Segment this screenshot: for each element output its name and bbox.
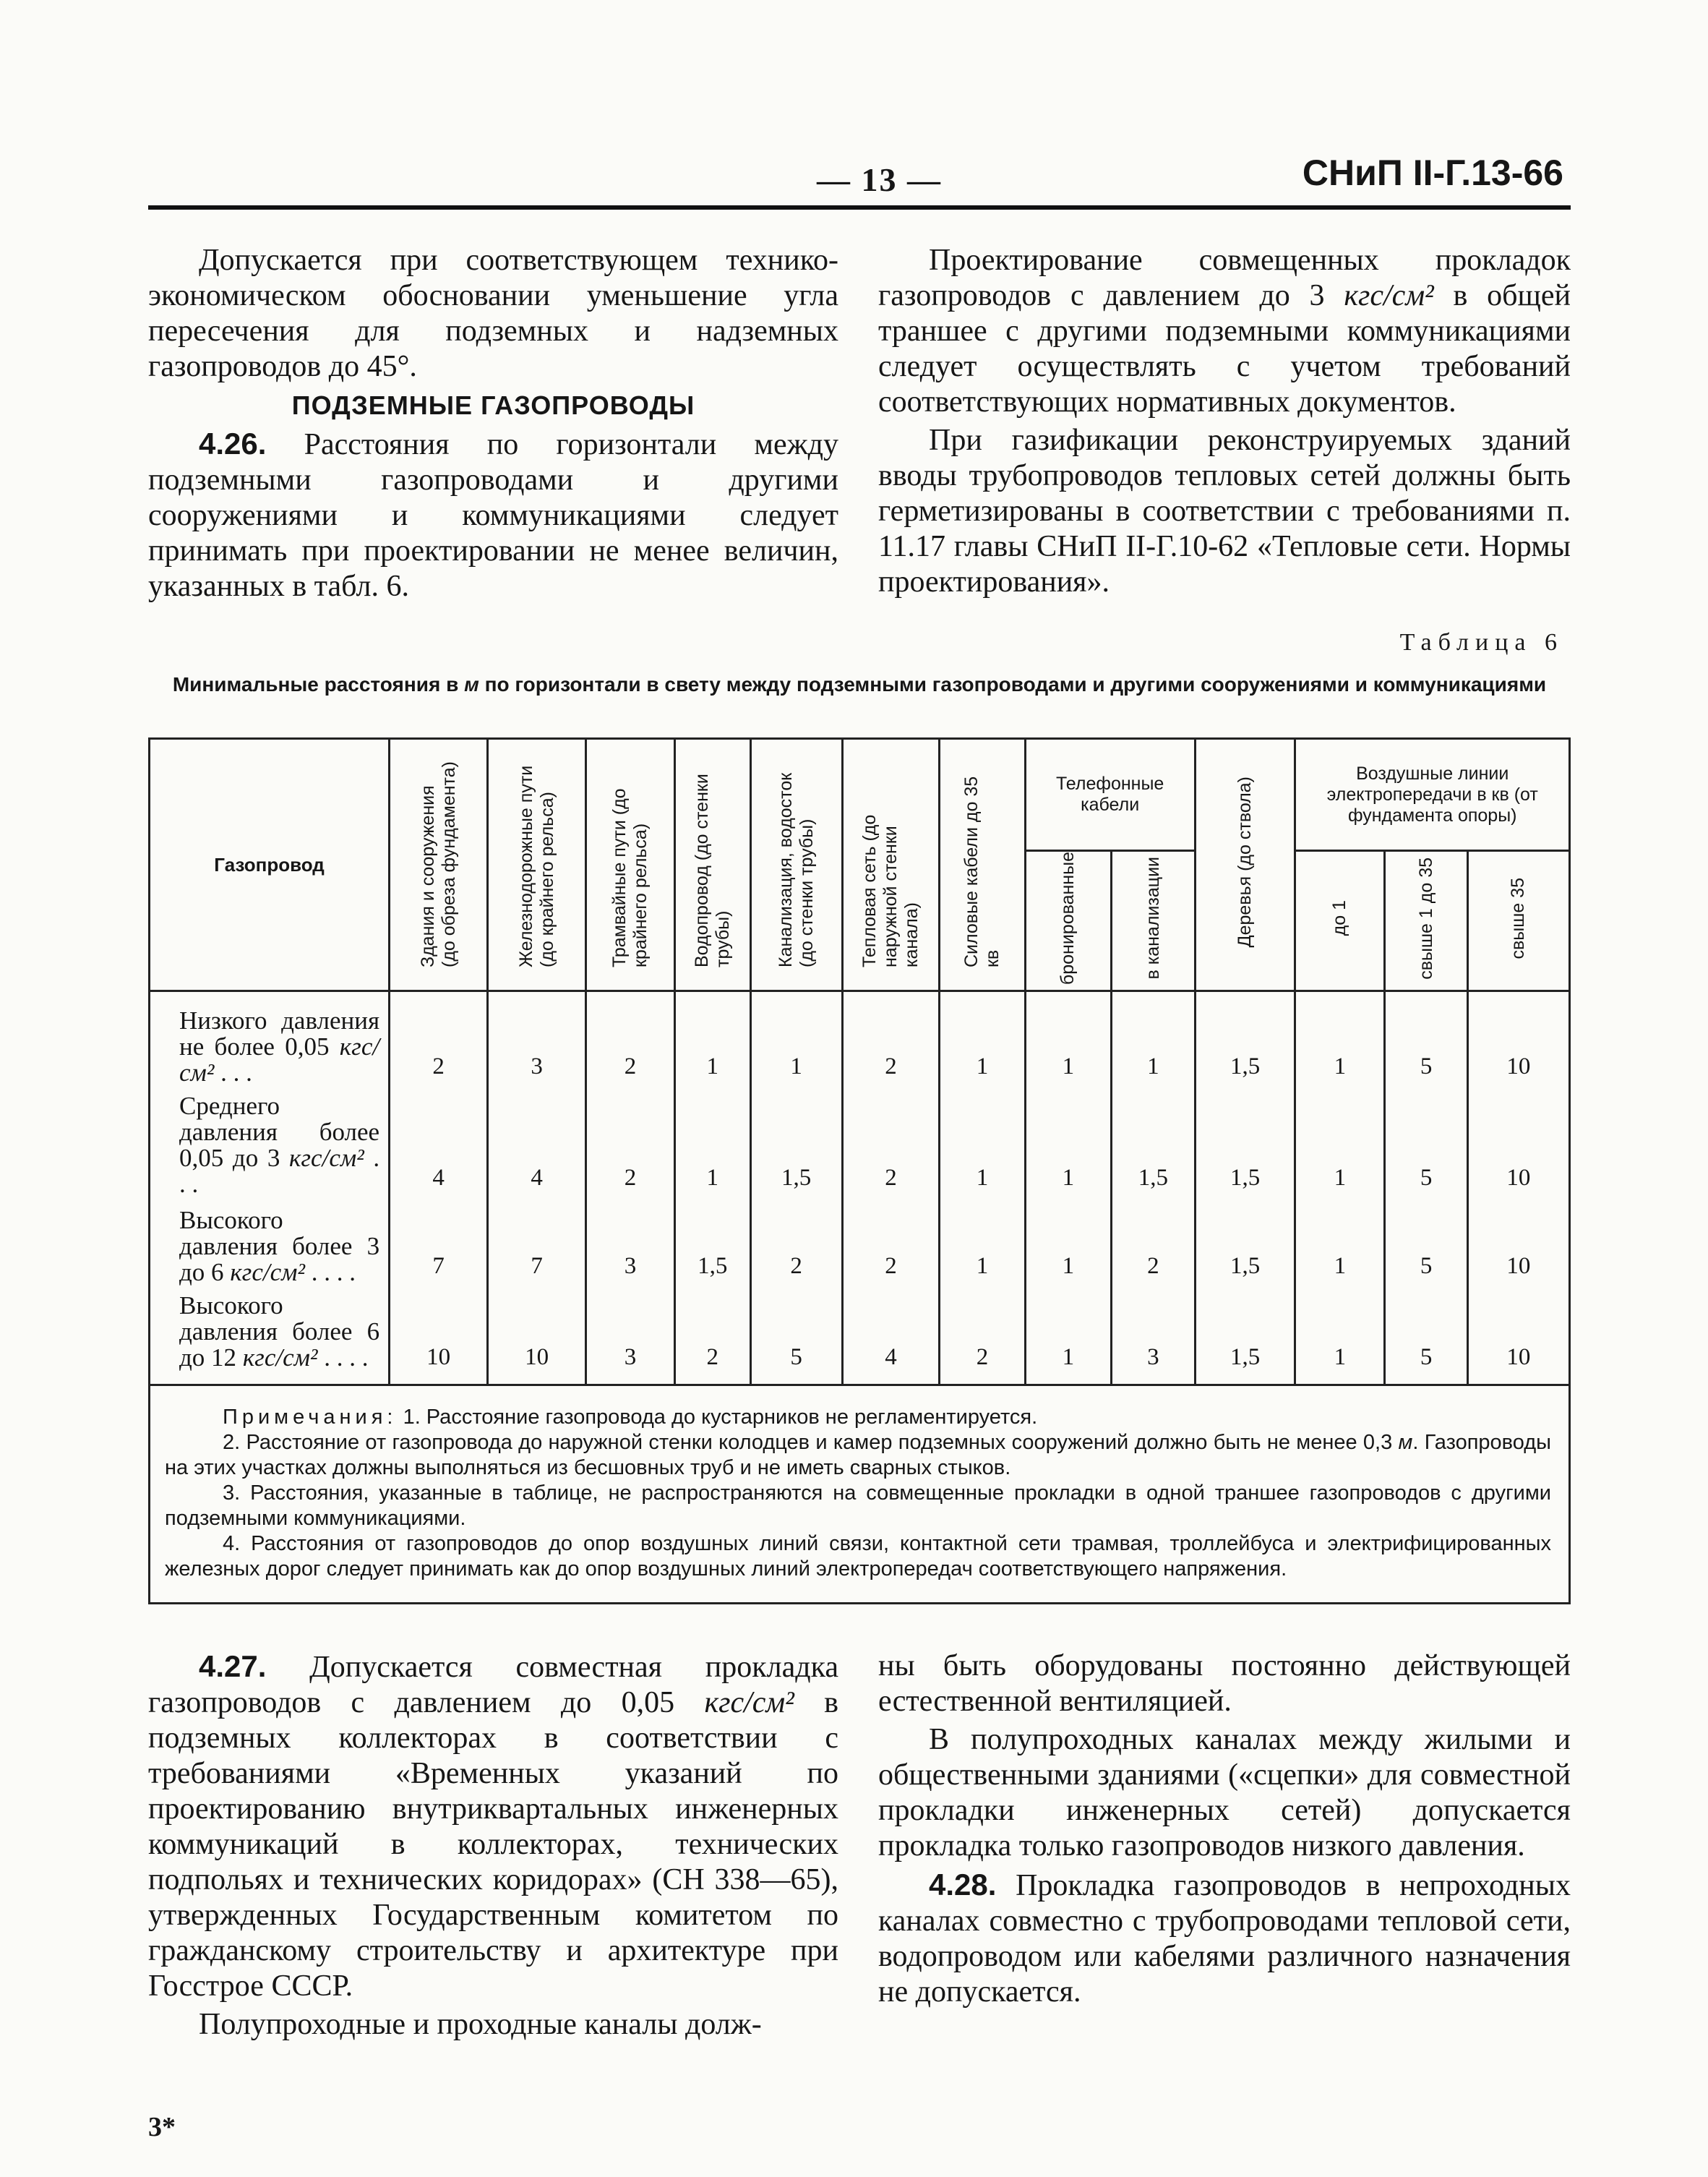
cell: 1: [750, 991, 842, 1094]
cell: 1: [940, 1205, 1025, 1293]
note-text: 2. Расстояние от газопровода до наружной стенки колодцев и камер подземных сооружений должно быть не менее 0,3: [223, 1431, 1399, 1455]
table-row: [150, 1093, 1570, 1205]
paragraph: Полупроходные и проходные каналы долж-: [199, 2008, 762, 2041]
note: 4. Расстояния от газопроводов до опор воздушных линий связи, контактной сети трамвая, троллейбуса и электрифицированных железных дорог следует принимать как до опор воздушных линий электропередач соответствующего напряжения.: [165, 1532, 1551, 1581]
header-tram: [586, 739, 675, 991]
header-overhead-35: [1467, 851, 1569, 991]
section-heading: ПОДЗЕМНЫЕ ГАЗОПРОВОДЫ: [291, 390, 695, 420]
cell: 1: [940, 991, 1025, 1094]
cell: 2: [842, 1205, 940, 1293]
leader-dots: . . .: [214, 1058, 252, 1087]
paragraph-text: Допускается совместная прокладка газопроводов с давлением до 0,05: [148, 1651, 838, 1719]
cell: 1: [1295, 1293, 1385, 1385]
cell: 4: [390, 1093, 488, 1205]
cell: 10: [1467, 991, 1569, 1094]
cell: 5: [1385, 1205, 1468, 1293]
cell: 2: [586, 991, 675, 1094]
paragraph-text: в общей траншее с другими подземными коммуникациями следует осуществлять с учетом требований соответствующих нормативных документов.: [878, 279, 1571, 419]
header-overhead: Воздушные линии электропередачи в кв (от фундамента опоры): [1295, 739, 1570, 851]
row-name: [150, 1205, 390, 1293]
title-text: по горизонтали в свету между подземными газопроводами и другими сооружениями и коммуникациями: [479, 673, 1547, 696]
cell: 1: [1295, 991, 1385, 1094]
cell: 3: [586, 1205, 675, 1293]
header-water: [674, 739, 750, 991]
leader-dots: . . .: [179, 1144, 380, 1199]
page-number: — 13 —: [817, 161, 942, 198]
notes-label: Примечания:: [223, 1406, 398, 1429]
unit: кгс/см²: [242, 1343, 318, 1372]
cell: 10: [488, 1293, 586, 1385]
cell: 10: [390, 1293, 488, 1385]
header-text: Здания и сооружения (до обреза фундамента): [417, 761, 459, 967]
table-row: [150, 1205, 1570, 1293]
cell: 1: [674, 991, 750, 1094]
unit: кгс/см²: [1344, 279, 1434, 312]
cell: 1,5: [674, 1205, 750, 1293]
header-overhead-1: [1295, 851, 1385, 991]
cell: 10: [1467, 1205, 1569, 1293]
cell: 2: [390, 991, 488, 1094]
cell: 7: [488, 1205, 586, 1293]
paragraph-text: Прокладка газопроводов в непроходных каналах совместно с трубопроводами тепловой сети, водопроводом или кабелями различного назначения не допускается.: [878, 1869, 1571, 2009]
paragraph-text: Расстояния по горизонтали между подземными газопроводами и другими сооружениями и коммуникациями следует принимать при проектировании не менее величин, указанных в табл. 6.: [148, 428, 839, 603]
note-text: . Газопроводы на этих участках должны выполняться из бесшовных труб и не иметь сварных стыков.: [165, 1431, 1551, 1480]
cell: 2: [1112, 1205, 1196, 1293]
notes-row: [150, 1385, 1570, 1604]
leader-dots: . . . .: [317, 1343, 369, 1372]
paragraph-4-27: [148, 1648, 838, 2004]
note: [165, 1405, 1551, 1430]
cell: 2: [940, 1293, 1025, 1385]
header-text: Тепловая сеть (до наружной стенки канала): [859, 814, 922, 967]
header-text: Деревья (до ствола): [1235, 777, 1256, 948]
header-text: Силовые кабели до 35 кв: [961, 776, 1003, 967]
clause-number: 4.27.: [199, 1649, 267, 1683]
cell: 4: [842, 1293, 940, 1385]
header-buildings: [390, 739, 488, 991]
unit: кгс/см²: [704, 1686, 794, 1719]
note: 3. Расстояния, указанные в таблице, не распространяются на совмещенные прокладки в одной траншее газопроводов с другими подземными коммуникациями.: [165, 1481, 1551, 1531]
title-text: Минимальные расстояния в: [172, 673, 465, 696]
row-name-text: Высокого давления более 6 до 12: [179, 1291, 380, 1372]
header-gas: Газопровод: [150, 739, 390, 991]
cell: 1,5: [1195, 1293, 1295, 1385]
header-heat: [842, 739, 940, 991]
cell: 1: [1295, 1205, 1385, 1293]
clause-number: 4.26.: [199, 427, 267, 461]
table-label: Таблица 6: [1399, 629, 1563, 656]
cell: 7: [390, 1205, 488, 1293]
row-name-text: Среднего давления более 0,05 до 3: [179, 1092, 380, 1173]
unit: м: [464, 673, 479, 696]
cell: 1,5: [1195, 1093, 1295, 1205]
cell: 1,5: [1195, 991, 1295, 1094]
cell: 5: [1385, 1293, 1468, 1385]
header-sewer: [750, 739, 842, 991]
table-row: [150, 1293, 1570, 1385]
cell: 2: [674, 1293, 750, 1385]
cell: 1,5: [1112, 1093, 1196, 1205]
cell: 1: [1025, 1205, 1112, 1293]
right-column-bottom: [878, 1648, 1571, 2010]
leader-dots: . . . .: [304, 1258, 356, 1287]
unit: кгс/см²: [289, 1144, 364, 1173]
cell: 3: [586, 1293, 675, 1385]
cell: 2: [586, 1093, 675, 1205]
header-text: Железнодорожные пути (до крайнего рельса): [515, 765, 557, 967]
unit: кгс/см²: [230, 1258, 305, 1287]
cell: 10: [1467, 1093, 1569, 1205]
note: [165, 1430, 1551, 1481]
cell: 1: [1025, 991, 1112, 1094]
cell: 3: [1112, 1293, 1196, 1385]
cell: 1: [940, 1093, 1025, 1205]
header-text: свыше 35: [1508, 877, 1529, 959]
signature-mark: 3*: [148, 2112, 176, 2142]
row-name-text: Низкого давления не более 0,05: [179, 1006, 380, 1061]
cell: 1: [1025, 1093, 1112, 1205]
paragraph: ны быть оборудованы постоянно действующей естественной вентиляцией.: [878, 1649, 1571, 1718]
paragraph: При газификации реконструируемых зданий вводы трубопроводов тепловых сетей должны быть герметизированы в соответствии с требованиями п. 11.17 главы СНиП II-Г.10-62 «Тепловые сети. Нормы проектирования».: [878, 424, 1571, 599]
row-name: [150, 991, 390, 1094]
cell: 4: [488, 1093, 586, 1205]
paragraph: Допускается при соответствующем технико-экономическом обосновании уменьшение угла пересечения для подземных и надземных газопроводов до 45°.: [148, 244, 838, 383]
left-column-bottom: [148, 1648, 838, 2043]
left-column-top: [148, 243, 838, 604]
header-text: свыше 1 до 35: [1415, 857, 1436, 980]
paragraph-text: в подземных коллекторах в соответствии с требованиями «Временных указаний по проектированию внутриквартальных инженерных коммуникаций в коллекторах, технических подпольях и технических коридорах» (СН 338—65), утвержденных Государственным комитетом по гражданскому строительству и архитектуре при Госстрое СССР.: [148, 1686, 838, 2003]
paragraph: [878, 243, 1571, 420]
table-title: [148, 672, 1571, 697]
row-name: [150, 1093, 390, 1205]
note-text: 1. Расстояние газопровода до кустарников не регламентируется.: [403, 1406, 1038, 1429]
header-phone: Телефонные кабели: [1025, 739, 1195, 851]
cell: 5: [1385, 991, 1468, 1094]
header-railway: [488, 739, 586, 991]
cell: 5: [750, 1293, 842, 1385]
header-rule: [148, 205, 1571, 210]
cell: 5: [1385, 1093, 1468, 1205]
header-text: бронированные: [1057, 852, 1078, 985]
header-text: Водопровод (до стенки трубы): [691, 773, 733, 967]
row-name-text: Высокого давления более 3 до 6: [179, 1206, 380, 1287]
paragraph-text: Проектирование совмещенных прокладок газопроводов с давлением до 3: [878, 244, 1571, 312]
header-overhead-1-35: [1385, 851, 1468, 991]
paragraph-4-28: [878, 1867, 1571, 2010]
header-text: Канализация, водосток (до стенки трубы): [775, 772, 817, 967]
clause-number: 4.28.: [929, 1868, 997, 1902]
header-phone-armored: [1025, 851, 1112, 991]
cell: 1: [674, 1093, 750, 1205]
cell: 2: [842, 991, 940, 1094]
header-trees: [1195, 739, 1295, 991]
header-power: [940, 739, 1025, 991]
header-phone-duct: [1112, 851, 1196, 991]
cell: 2: [842, 1093, 940, 1205]
header-text: Трамвайные пути (до крайнего рельса): [609, 787, 651, 967]
unit: кгс/см²: [179, 1032, 380, 1087]
unit: м: [1398, 1431, 1413, 1455]
cell: 1,5: [750, 1093, 842, 1205]
header-text: в канализации: [1142, 857, 1163, 980]
cell: 10: [1467, 1293, 1569, 1385]
paragraph-4-26: [148, 426, 838, 604]
table-notes: [150, 1385, 1570, 1604]
cell: 1: [1025, 1293, 1112, 1385]
header-text: до 1: [1329, 900, 1350, 936]
row-name: [150, 1293, 390, 1385]
document-code: СНиП II-Г.13-66: [1302, 153, 1563, 193]
cell: 3: [488, 991, 586, 1094]
cell: 1: [1112, 991, 1196, 1094]
table-row: [150, 991, 1570, 1094]
cell: 1,5: [1195, 1205, 1295, 1293]
table-6: [148, 737, 1571, 1604]
right-column-top: [878, 243, 1571, 600]
cell: 1: [1295, 1093, 1385, 1205]
paragraph: В полупроходных каналах между жилыми и общественными зданиями («сцепки» для совместной прокладки инженерных сетей) допускается прокладка только газопроводов низкого давления.: [878, 1723, 1571, 1862]
cell: 2: [750, 1205, 842, 1293]
